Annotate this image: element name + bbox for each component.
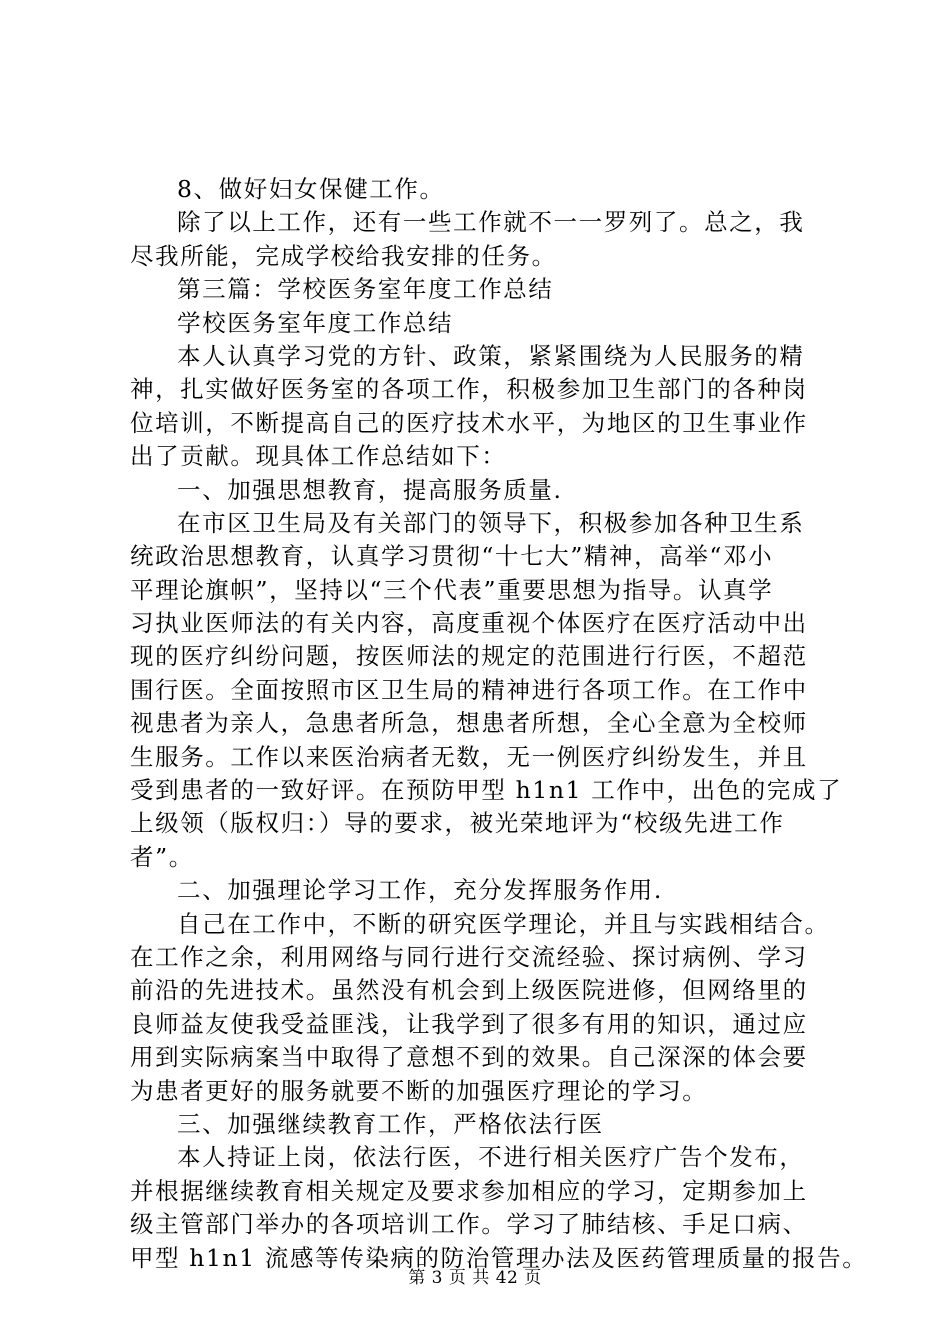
text-line: 在工作之余，利用网络与同行进行交流经验、探讨病例、学习: [130, 942, 808, 971]
text-line: 平理论旗帜”，坚持以“三个代表”重要思想为指导。认真学: [130, 575, 774, 604]
text-line: 学校医务室年度工作总结: [177, 308, 454, 337]
text-line: 尽我所能，完成学校给我安排的任务。: [130, 241, 557, 270]
document-body: [130, 173, 868, 1275]
text-line: 位培训，不断提高自己的医疗技术水平，为地区的卫生事业作: [130, 408, 808, 437]
text-line: 上级领（版权归：）导的要求，被光荣地评为“校级先进工作: [130, 809, 785, 838]
text-line: 级主管部门举办的各项培训工作。学习了肺结核、手足口病、: [130, 1210, 808, 1239]
text-line: 者”。: [130, 842, 194, 871]
text-line: 生服务。工作以来医治病者无数，无一例医疗纠纷发生，并且: [130, 742, 808, 771]
text-line: 为患者更好的服务就要不断的加强医疗理论的学习。: [130, 1076, 708, 1105]
text-line: 三、加强继续教育工作，严格依法行医: [177, 1109, 604, 1138]
text-line: 习执业医师法的有关内容，高度重视个体医疗在医疗活动中出: [130, 609, 808, 638]
text-line: 受到患者的一致好评。在预防甲型 h1n1 工作中，出色的完成了: [130, 776, 843, 805]
text-line: 8、做好妇女保健工作。: [177, 175, 445, 203]
text-line: 并根据继续教育相关规定及要求参加相应的学习，定期参加上: [130, 1176, 808, 1205]
text-line: 用到实际病案当中取得了意想不到的效果。自己深深的体会要: [130, 1043, 808, 1072]
text-line: 围行医。全面按照市区卫生局的精神进行各项工作。在工作中: [130, 675, 808, 704]
text-line: 良师益友使我受益匪浅，让我学到了很多有用的知识，通过应: [130, 1009, 808, 1038]
text-line: 二、加强理论学习工作，充分发挥服务作用.: [177, 876, 663, 905]
text-line: 自己在工作中，不断的研究医学理论，并且与实践相结合。: [177, 909, 830, 938]
text-line: 视患者为亲人，急患者所急，想患者所想，全心全意为全校师: [130, 709, 808, 738]
text-line: 神，扎实做好医务室的各项工作，积极参加卫生部门的各种岗: [130, 375, 808, 404]
text-line: 甲型 h1n1 流感等传染病的防治管理办法及医药管理质量的报告。: [130, 1243, 868, 1272]
text-line: 本人认真学习党的方针、政策，紧紧围绕为人民服务的精: [177, 341, 805, 370]
page-footer: 第 3 页 共 42 页: [408, 1268, 542, 1288]
text-line: 除了以上工作，还有一些工作就不一一罗列了。总之，我: [177, 208, 805, 237]
text-line: 第三篇：学校医务室年度工作总结: [177, 275, 554, 304]
text-line: 现的医疗纠纷问题，按医师法的规定的范围进行行医，不超范: [130, 642, 808, 671]
text-line: 统政治思想教育，认真学习贯彻“十七大”精神，高举“邓小: [130, 542, 774, 571]
text-line: 前沿的先进技术。虽然没有机会到上级医院进修，但网络里的: [130, 976, 808, 1005]
text-line: 本人持证上岗，依法行医，不进行相关医疗广告个发布，: [177, 1143, 805, 1172]
text-line: 在市区卫生局及有关部门的领导下，积极参加各种卫生系: [177, 508, 805, 537]
text-line: 一、加强思想教育，提高服务质量.: [177, 475, 563, 504]
text-line: 出了贡献。现具体工作总结如下：: [130, 442, 507, 471]
